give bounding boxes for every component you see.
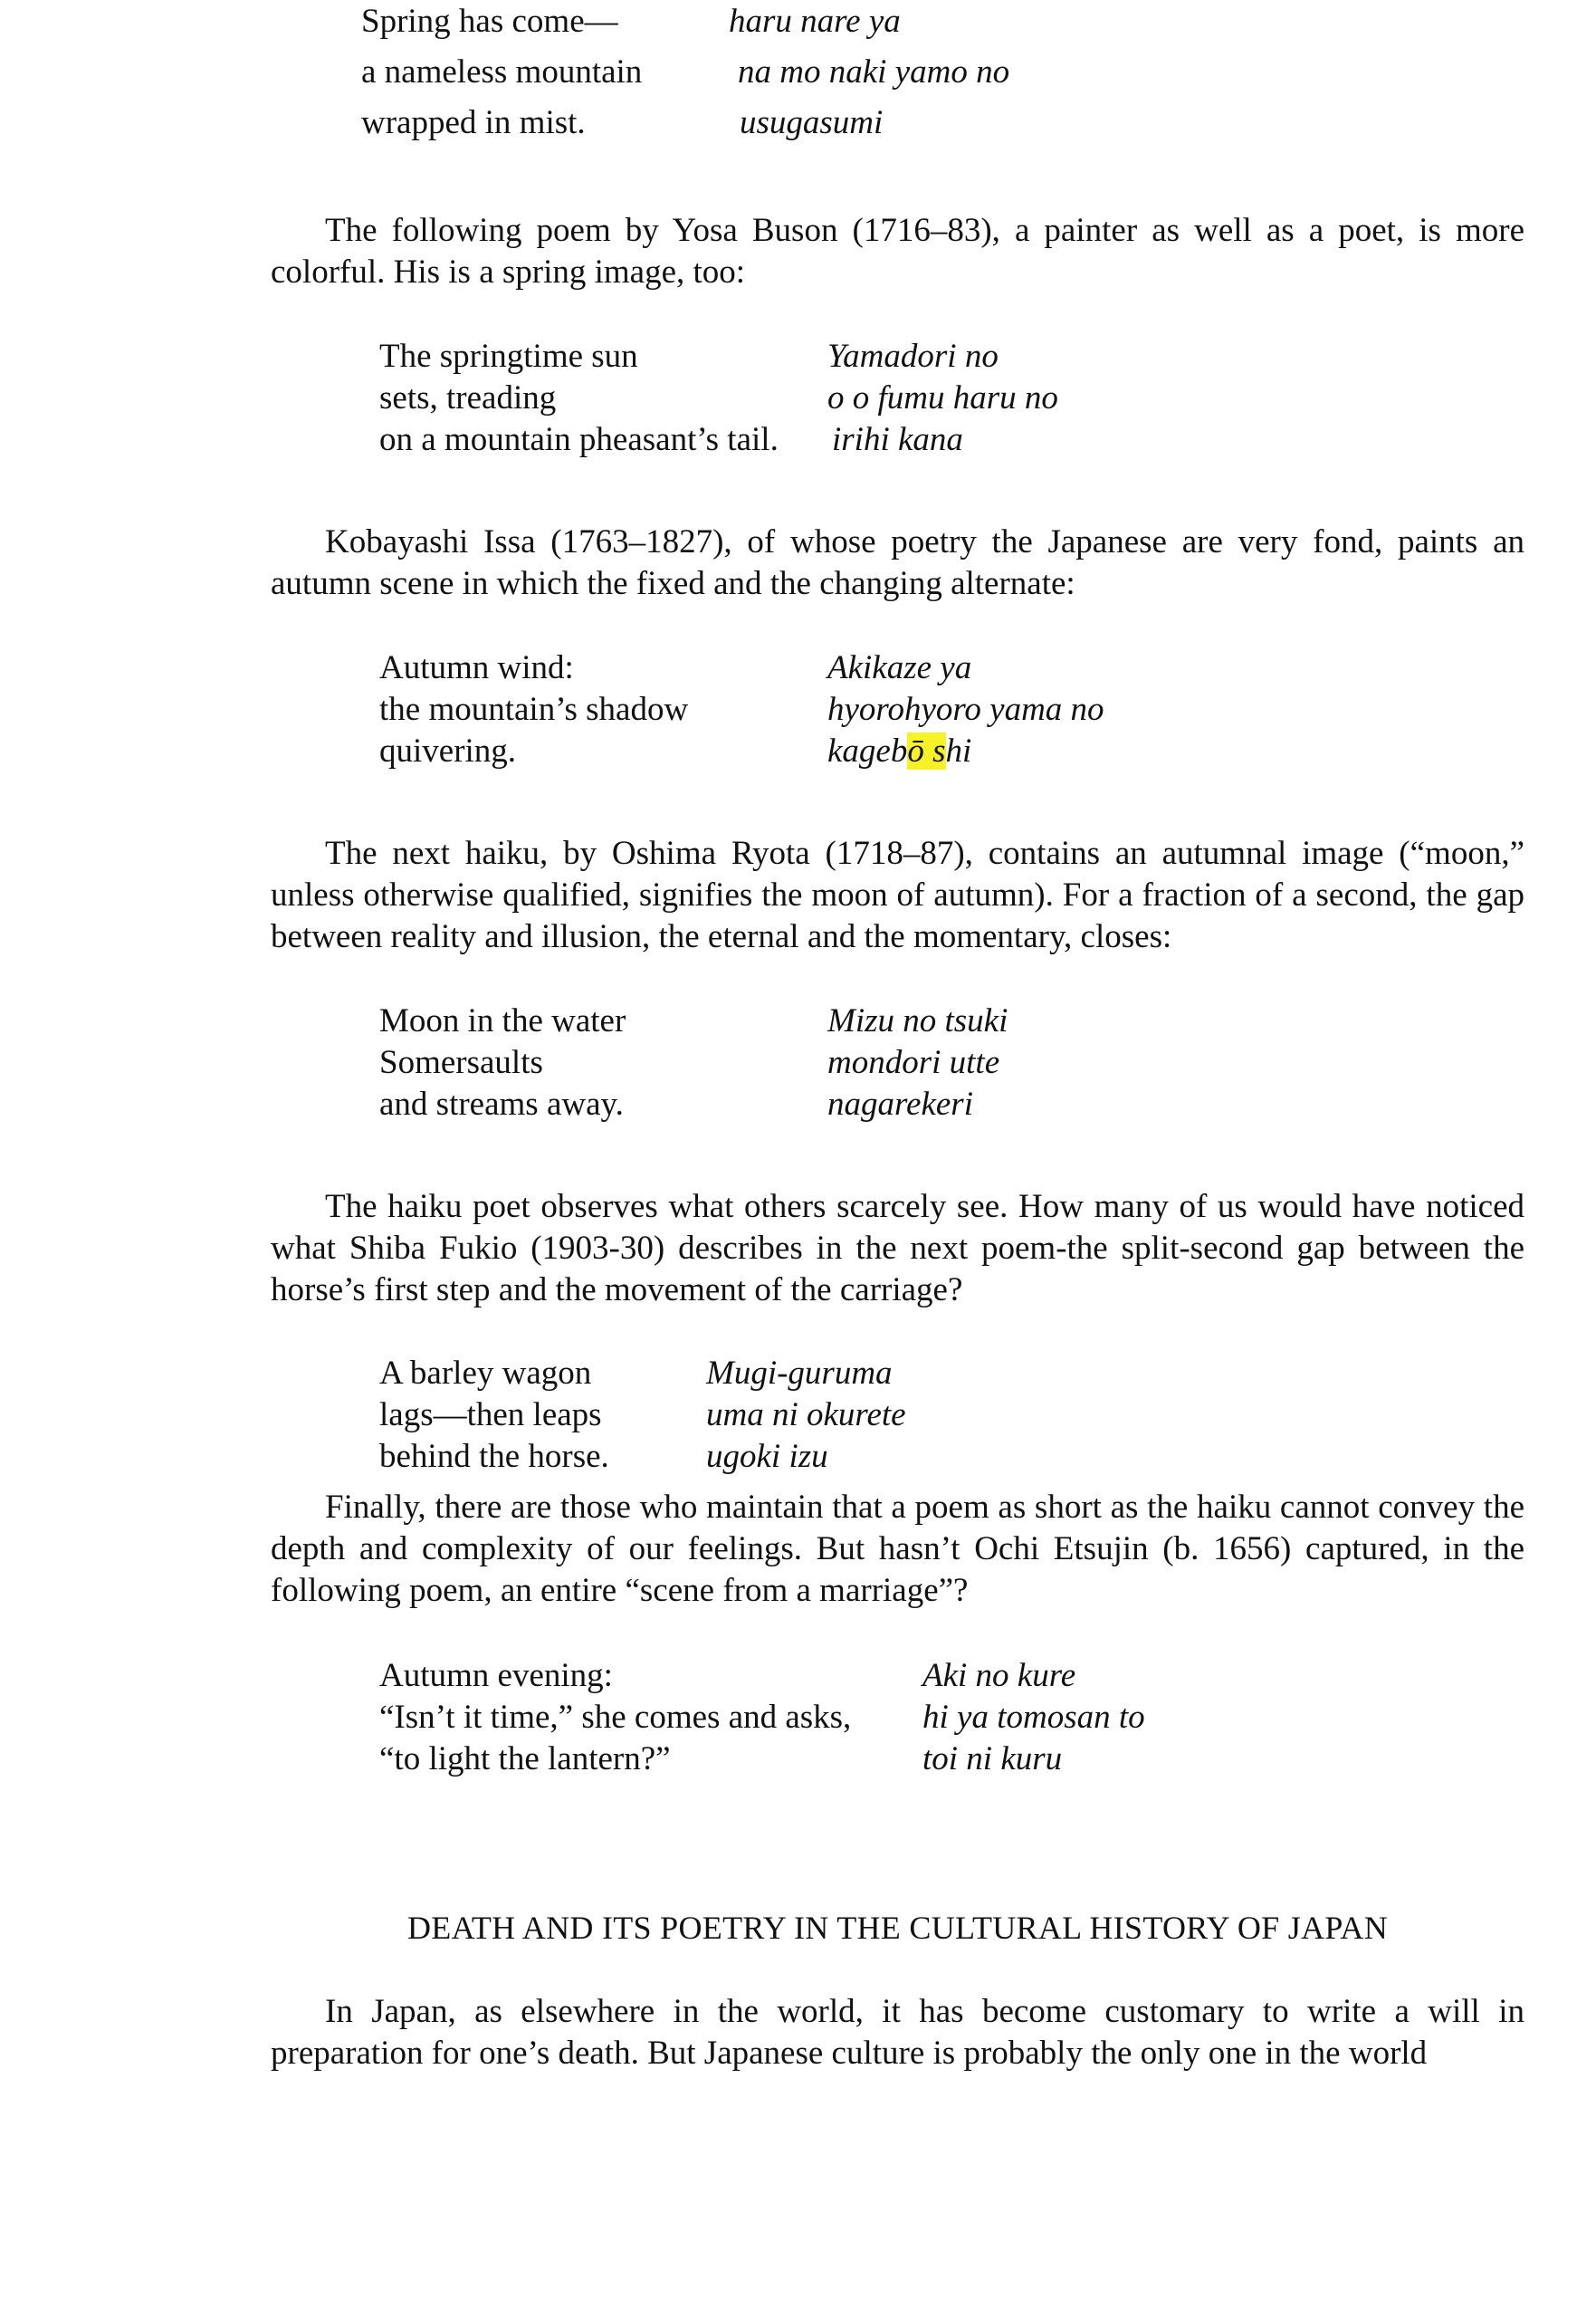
paragraph-issa-intro: Kobayashi Issa (1763–1827), of whose poetry the Japanese are very fond, paints an autumn scene in which the fixed and the changing alternate: — [271, 523, 1524, 602]
paragraph-etsujin-intro: Finally, there are those who maintain that a poem as short as the haiku cannot convey the depth and complexity of our feelings. But hasn’t Ochi Etsujin (b. 1656) captured, in the following poem, an entire “scene from a marriage”? — [271, 1489, 1524, 1609]
poem-line-ja: uma ni okurete — [706, 1396, 906, 1433]
text-highlight: ō s — [907, 733, 946, 770]
poem-line-en: the mountain’s shadow — [379, 691, 689, 728]
poem-line-en: behind the horse. — [379, 1438, 609, 1475]
paragraph-death-intro: In Japan, as elsewhere in the world, it has become customary to write a will in preparation for one’s death. But Japanese culture is probably the only one in the world — [271, 1993, 1524, 2072]
poem-line-ja: mondori utte — [827, 1044, 1000, 1081]
poem-line-ja: irihi kana — [832, 421, 963, 458]
poem-line-en: sets, treading — [379, 379, 557, 417]
poem-line-ja: Mugi-guruma — [706, 1355, 893, 1392]
poem-line-en: Autumn evening: — [379, 1657, 613, 1694]
poem-line-ja: o o fumu haru no — [827, 379, 1058, 417]
poem-line-en: Spring has come— — [361, 3, 618, 40]
poem-line-en: a nameless mountain — [361, 53, 643, 91]
poem-line-en: lags—then leaps — [379, 1396, 602, 1433]
poem-line-en: Somersaults — [379, 1044, 543, 1081]
poem-line-en: Moon in the water — [379, 1002, 626, 1039]
paragraph-ryota-intro: The next haiku, by Oshima Ryota (1718–87), contains an autumnal image (“moon,” unless otherwise qualified, signifies the moon of autumn). For a fraction of a second, the gap between reality and illusion, the eternal and the momentary, closes: — [271, 835, 1524, 955]
poem-line-ja: toi ni kuru — [922, 1740, 1063, 1777]
poem-line-en: on a mountain pheasant’s tail. — [379, 421, 779, 458]
poem-line-en: “to light the lantern?” — [379, 1740, 671, 1777]
poem-text-segment: hi — [945, 733, 972, 770]
poem-line-en: wrapped in mist. — [361, 104, 586, 141]
poem-line-ja: haru nare ya — [729, 3, 901, 40]
poem-line-en: quivering. — [379, 733, 517, 770]
poem-line-ja: hyorohyoro yama no — [827, 691, 1104, 728]
poem-line-en: “Isn’t it time,” she comes and asks, — [379, 1699, 852, 1736]
poem-line-en: A barley wagon — [379, 1355, 592, 1392]
poem-line-ja: Aki no kure — [922, 1657, 1076, 1694]
section-heading: DEATH AND ITS POETRY IN THE CULTURAL HISTORY OF JAPAN — [406, 1910, 1388, 1946]
poem-line-ja: na mo naki yamo no — [738, 53, 1010, 91]
poem-line-ja: Yamadori no — [827, 338, 999, 375]
poem-line-ja: Mizu no tsuki — [827, 1002, 1008, 1039]
poem-line-ja: usugasumi — [740, 104, 884, 141]
poem-line-ja: Akikaze ya — [827, 649, 972, 686]
poem-line-ja: ugoki izu — [706, 1438, 828, 1475]
poem-line-en: and streams away. — [379, 1086, 624, 1123]
poem-line-ja — [827, 731, 971, 772]
paragraph-fukio-intro: The haiku poet observes what others scarcely see. How many of us would have noticed what Shiba Fukio (1903-30) describes in the next poem-the split-second gap between the horse’s first step and the movement of the carriage? — [271, 1188, 1524, 1308]
poem-line-ja: nagarekeri — [827, 1086, 973, 1123]
poem-text-segment: kageb — [827, 733, 908, 770]
poem-line-en: The springtime sun — [379, 338, 638, 375]
paragraph-buson-intro: The following poem by Yosa Buson (1716–83), a painter as well as a poet, is more colorful. His is a spring image, too: — [271, 212, 1524, 291]
poem-line-ja: hi ya tomosan to — [922, 1699, 1145, 1736]
poem-line-en: Autumn wind: — [379, 649, 574, 686]
